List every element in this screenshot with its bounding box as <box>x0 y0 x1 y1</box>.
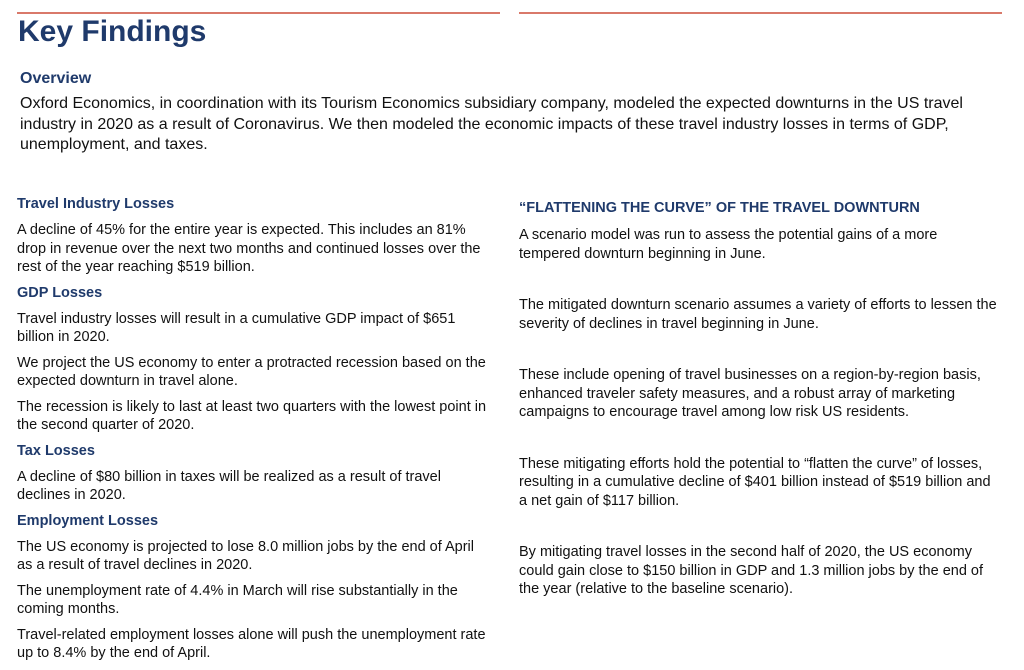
paragraph: The mitigated downturn scenario assumes a variety of efforts to lessen the severity of declines in travel beginning in June. <box>519 297 997 332</box>
tax-losses-section <box>17 442 492 505</box>
paragraph: A decline of $80 billion in taxes will be realized as a result of travel declines in 2020. <box>17 468 441 503</box>
section-heading: Employment Losses <box>17 512 159 529</box>
paragraph: By mitigating travel losses in the second half of 2020, the US economy could gain close to $150 billion in GDP and 1.3 million jobs by the end of the year (relative to the baseline scenario). <box>519 544 984 597</box>
section-heading: Travel Industry Losses <box>17 196 175 212</box>
top-rule-right <box>519 12 1002 14</box>
flattening-curve-heading: “FLATTENING THE CURVE” OF THE TRAVEL DOWNTURN <box>519 200 920 216</box>
section-heading: Tax Losses <box>17 442 95 459</box>
overview-text: Oxford Economics, in coordination with its Tourism Economics subsidiary company, modeled the expected downturns in the US travel industry in 2020 as a result of Coronavirus. We then modeled the economic impacts of these travel industry losses in terms of GDP, unemployment, and taxes. <box>20 95 963 153</box>
paragraph: A scenario model was run to assess the potential gains of a more tempered downturn beginning in June. <box>519 227 938 262</box>
paragraph: These mitigating efforts hold the potential to “flatten the curve” of losses, resulting in a cumulative decline of $401 billion instead of $519 billion and a net gain of $117 billion. <box>519 455 991 509</box>
paragraph: The US economy is projected to lose 8.0 million jobs by the end of April as a result of travel declines in 2020. <box>17 538 474 573</box>
gdp-losses-section <box>17 284 492 435</box>
paragraph: The recession is likely to last at least two quarters with the lowest point in the second quarter of 2020. <box>17 398 487 433</box>
paragraph: Travel-related employment losses alone will push the unemployment rate up to 8.4% by the end of April. <box>17 626 486 661</box>
section-heading: GDP Losses <box>17 284 103 301</box>
paragraph: These include opening of travel businesses on a region-by-region basis, enhanced traveler safety measures, and a robust array of marketing campaigns to encourage travel among low risk US residents. <box>519 367 981 420</box>
paragraph: A decline of 45% for the entire year is expected. This includes an 81% drop in revenue over the next two months and continued losses over the rest of the year reaching $519 billion. <box>17 222 481 275</box>
right-column <box>519 199 999 599</box>
paragraph: The unemployment rate of 4.4% in March will rise substantially in the coming months. <box>17 582 458 617</box>
travel-industry-losses-section <box>17 195 492 277</box>
left-column <box>17 195 492 670</box>
employment-losses-section <box>17 512 492 663</box>
page-title: Key Findings <box>18 15 207 48</box>
paragraph: We project the US economy to enter a protracted recession based on the expected downturn in travel alone. <box>17 354 486 389</box>
paragraph: Travel industry losses will result in a cumulative GDP impact of $651 billion in 2020. <box>17 310 456 345</box>
overview-heading: Overview <box>20 70 92 87</box>
